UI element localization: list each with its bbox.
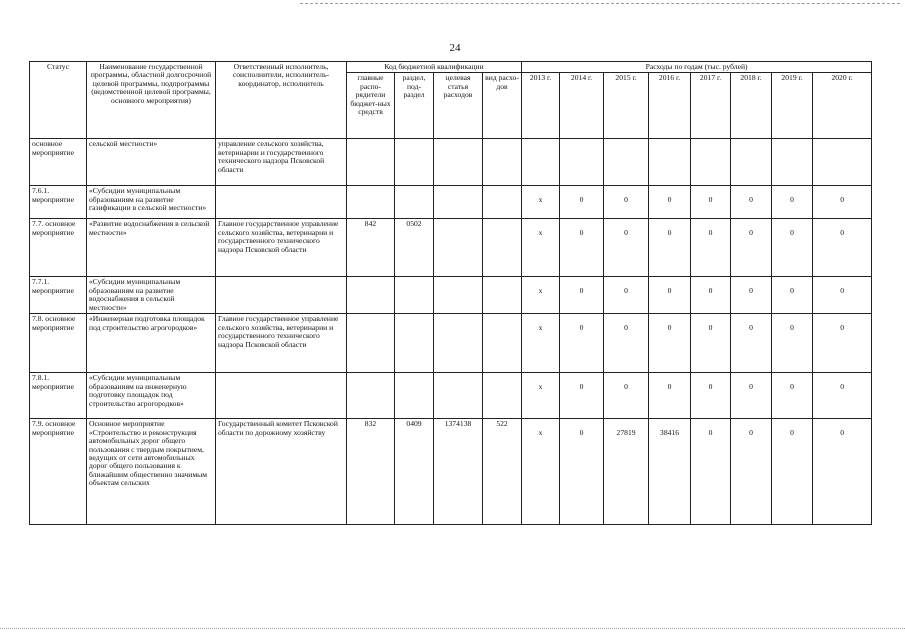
- page-number: 24: [449, 42, 461, 54]
- header-year: 2020 г.: [813, 73, 872, 139]
- row-year-value: 0: [604, 186, 649, 219]
- row-year-value: х: [522, 219, 560, 277]
- row-statya: 1374138: [434, 419, 483, 525]
- header-year: 2019 г.: [772, 73, 813, 139]
- row-year-value: 0: [560, 186, 604, 219]
- row-year-value: [560, 139, 604, 186]
- row-year-value: 0: [731, 314, 772, 373]
- row-grbs: 832: [347, 419, 395, 525]
- header-code-statya: целевая статья расходов: [434, 73, 483, 139]
- row-year-value: 0: [691, 219, 731, 277]
- row-year-value: 0: [813, 277, 872, 314]
- table-row: [30, 373, 872, 419]
- row-vid: [483, 373, 522, 419]
- row-year-value: 0: [731, 277, 772, 314]
- row-year-value: 0: [691, 277, 731, 314]
- header-code-vid: вид расхо-дов: [483, 73, 522, 139]
- row-year-value: [649, 139, 691, 186]
- row-year-value: 0: [813, 219, 872, 277]
- row-razdel: [395, 186, 434, 219]
- header-year: 2016 г.: [649, 73, 691, 139]
- row-year-value: 0: [772, 373, 813, 419]
- row-year-value: 0: [560, 314, 604, 373]
- row-year-value: 0: [772, 186, 813, 219]
- row-year-value: х: [522, 277, 560, 314]
- table-row: [30, 419, 872, 525]
- row-grbs: [347, 139, 395, 186]
- row-name: «Инженерная подготовка площадок под строительство агрогородков»: [87, 314, 216, 373]
- row-responsible: управление сельского хозяйства, ветеринарии и государственного технического надзора Псковской области: [216, 139, 347, 186]
- row-statya: [434, 373, 483, 419]
- row-name: «Субсидии муниципальным образованиям на инженерную подготовку площадок под строительство агрогородков»: [87, 373, 216, 419]
- row-year-value: 0: [813, 186, 872, 219]
- row-vid: [483, 314, 522, 373]
- row-year-value: [731, 139, 772, 186]
- row-year-value: 0: [560, 419, 604, 525]
- table-row: [30, 219, 872, 277]
- header-year: 2017 г.: [691, 73, 731, 139]
- row-year-value: 0: [691, 373, 731, 419]
- header-year: 2014 г.: [560, 73, 604, 139]
- row-year-value: 0: [772, 219, 813, 277]
- table-row: [30, 139, 872, 186]
- row-vid: [483, 186, 522, 219]
- table-row: [30, 314, 872, 373]
- budget-table: [29, 61, 872, 525]
- row-year-value: [522, 139, 560, 186]
- row-responsible: [216, 277, 347, 314]
- row-razdel: 0409: [395, 419, 434, 525]
- row-year-value: [772, 139, 813, 186]
- row-year-value: [813, 139, 872, 186]
- row-grbs: [347, 314, 395, 373]
- header-row-1: [30, 62, 872, 73]
- row-razdel: [395, 139, 434, 186]
- row-year-value: 0: [772, 314, 813, 373]
- row-name: сельской местности»: [87, 139, 216, 186]
- row-year-value: 0: [731, 419, 772, 525]
- row-responsible: Главное государственное управление сельского хозяйства, ветеринарии и государственного технического надзора Псковской области: [216, 314, 347, 373]
- row-year-value: 0: [772, 277, 813, 314]
- row-status: 7.8.1. мероприятие: [30, 373, 87, 419]
- row-year-value: 38416: [649, 419, 691, 525]
- row-status: 7.7. основное мероприятие: [30, 219, 87, 277]
- row-name: «Субсидии муниципальным образованиям на развитие водоснабжения в сельской местности»: [87, 277, 216, 314]
- row-year-value: 0: [731, 186, 772, 219]
- row-vid: [483, 219, 522, 277]
- row-status: 7.9. основное мероприятие: [30, 419, 87, 525]
- table-row: [30, 277, 872, 314]
- row-year-value: 0: [813, 373, 872, 419]
- row-vid: 522: [483, 419, 522, 525]
- header-code-razdel: раздел, под-раздел: [395, 73, 434, 139]
- row-year-value: [604, 139, 649, 186]
- row-year-value: 0: [649, 277, 691, 314]
- row-year-value: 0: [604, 277, 649, 314]
- header-status: Статус: [30, 62, 87, 139]
- row-year-value: х: [522, 419, 560, 525]
- row-year-value: 0: [560, 277, 604, 314]
- row-razdel: 0502: [395, 219, 434, 277]
- scan-edge-top: [300, 3, 900, 4]
- row-year-value: 0: [649, 314, 691, 373]
- row-year-value: 0: [731, 219, 772, 277]
- row-name: «Развитие водоснабжения в сельской местности»: [87, 219, 216, 277]
- row-year-value: 0: [604, 219, 649, 277]
- row-year-value: 0: [691, 314, 731, 373]
- row-year-value: 0: [772, 419, 813, 525]
- row-statya: [434, 139, 483, 186]
- row-year-value: 0: [813, 314, 872, 373]
- row-year-value: х: [522, 186, 560, 219]
- row-grbs: [347, 277, 395, 314]
- row-statya: [434, 277, 483, 314]
- row-status: 7.7.1. мероприятие: [30, 277, 87, 314]
- header-year: 2015 г.: [604, 73, 649, 139]
- row-year-value: 0: [649, 186, 691, 219]
- row-responsible: [216, 373, 347, 419]
- row-year-value: 0: [560, 219, 604, 277]
- header-budget-code: Код бюджетной квалификации: [347, 62, 522, 73]
- scan-edge-bottom: [0, 628, 905, 629]
- row-year-value: 27819: [604, 419, 649, 525]
- row-grbs: [347, 186, 395, 219]
- row-statya: [434, 186, 483, 219]
- header-year: 2013 г.: [522, 73, 560, 139]
- row-grbs: 842: [347, 219, 395, 277]
- row-year-value: х: [522, 373, 560, 419]
- row-razdel: [395, 277, 434, 314]
- row-year-value: 0: [560, 373, 604, 419]
- row-year-value: 0: [691, 186, 731, 219]
- row-year-value: [691, 139, 731, 186]
- row-year-value: 0: [649, 219, 691, 277]
- row-year-value: 0: [649, 373, 691, 419]
- row-responsible: Главное государственное управление сельского хозяйства, ветеринарии и государственного технического надзора Псковской области: [216, 219, 347, 277]
- row-year-value: 0: [604, 373, 649, 419]
- row-year-value: 0: [813, 419, 872, 525]
- row-year-value: 0: [731, 373, 772, 419]
- row-name: «Субсидии муниципальным образованиям на развитие газификации в сельской местности»: [87, 186, 216, 219]
- row-statya: [434, 219, 483, 277]
- header-name: Наименование государственной программы, областной долгосрочной целевой программы, подпрограммы (ведомственной целевой программы, основного мероприятия): [87, 62, 216, 139]
- header-responsible: Ответственный исполнитель, соисполнители, исполнитель-координатор, исполнитель: [216, 62, 347, 139]
- row-responsible: [216, 186, 347, 219]
- row-statya: [434, 314, 483, 373]
- row-name: Основное мероприятие «Строительство и реконструкция автомобильных дорог общего пользования с твердым покрытием, ведущих от сети автомобильных дорог общего пользования к ближайшим общественно значимым объектам сельских: [87, 419, 216, 525]
- row-year-value: 0: [691, 419, 731, 525]
- row-year-value: 0: [604, 314, 649, 373]
- row-status: основное мероприятие: [30, 139, 87, 186]
- row-razdel: [395, 314, 434, 373]
- header-code-grbs: главные распо-рядители бюджет-ных средств: [347, 73, 395, 139]
- header-year: 2018 г.: [731, 73, 772, 139]
- row-grbs: [347, 373, 395, 419]
- row-vid: [483, 277, 522, 314]
- row-razdel: [395, 373, 434, 419]
- row-responsible: Государственный комитет Псковской области по дорожному хозяйству: [216, 419, 347, 525]
- table-row: [30, 186, 872, 219]
- row-status: 7.8. основное мероприятие: [30, 314, 87, 373]
- row-vid: [483, 139, 522, 186]
- row-year-value: х: [522, 314, 560, 373]
- row-status: 7.6.1. мероприятие: [30, 186, 87, 219]
- header-expenses: Расходы по годам (тыс. рублей): [522, 62, 872, 73]
